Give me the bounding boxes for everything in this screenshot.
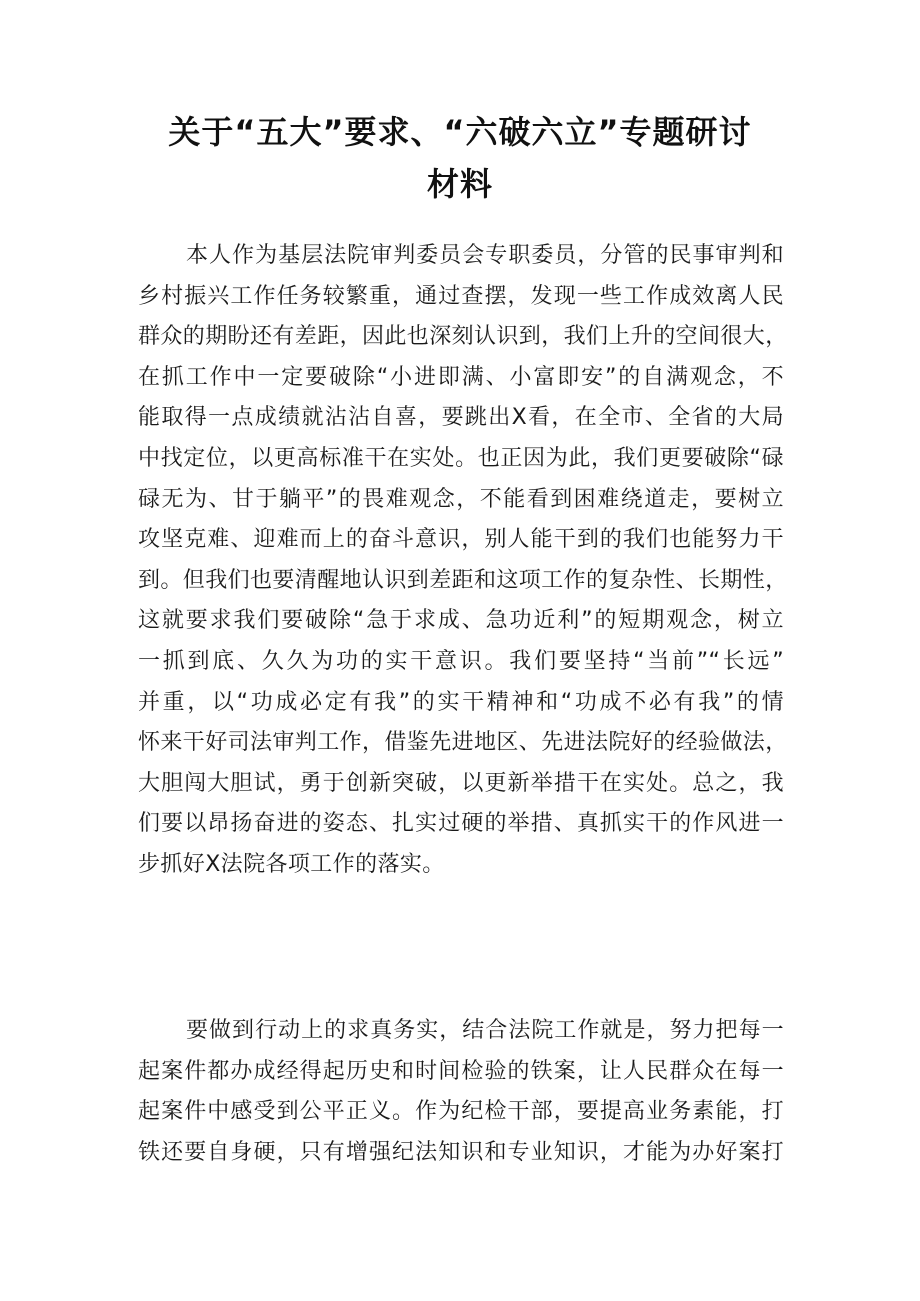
paragraph-line: 这就要求我们要破除“急于求成、急功近利”的短期观念，树立 — [138, 608, 784, 634]
paragraph-line: 在抓工作中一定要破除“小进即满、小富即安”的自满观念，不 — [138, 364, 784, 390]
paragraph-line: 怀来干好司法审判工作，借鉴先进地区、先进法院好的经验做法， — [138, 730, 788, 756]
paragraph-line: 攻坚克难、迎难而上的奋斗意识，别人能干到的我们也能努力干 — [138, 527, 784, 553]
paragraph-line: 一抓到底、久久为功的实干意识。我们要坚持“当前”“长远” — [138, 648, 784, 674]
document-title — [100, 106, 820, 210]
paragraph-line: 中找定位，以更高标准干在实处。也正因为此，我们更要破除“碌 — [138, 445, 784, 471]
paragraph-2 — [138, 1011, 784, 1173]
paragraph-1 — [138, 236, 788, 886]
paragraph-line: 大胆闯大胆试，勇于创新突破，以更新举措干在实处。总之，我 — [138, 770, 784, 796]
paragraph-line: 乡村振兴工作任务较繁重，通过查摆，发现一些工作成效离人民 — [138, 283, 784, 309]
paragraph-line: 本人作为基层法院审判委员会专职委员，分管的民事审判和 — [186, 243, 784, 268]
paragraph-line: 步抓好X法院各项工作的落实。 — [138, 851, 445, 877]
paragraph-line: 起案件都办成经得起历史和时间检验的铁案，让人民群众在每一 — [138, 1058, 784, 1084]
paragraph-line: 起案件中感受到公平正义。作为纪检干部，要提高业务素能，打 — [138, 1099, 784, 1125]
paragraph-line: 碌无为、甘于躺平”的畏难观念，不能看到困难绕道走，要树立 — [138, 486, 784, 512]
paragraph-line: 到。但我们也要清醒地认识到差距和这项工作的复杂性、长期性， — [138, 567, 788, 593]
paragraph-line: 并重，以“功成必定有我”的实干精神和“功成不必有我”的情 — [138, 689, 784, 715]
title-line-1: 关于“五大”要求、“六破六立”专题研讨 — [168, 113, 752, 151]
paragraph-line: 群众的期盼还有差距，因此也深刻认识到，我们上升的空间很大， — [138, 324, 788, 350]
paragraph-line: 要做到行动上的求真务实，结合法院工作就是，努力把每一 — [186, 1018, 784, 1043]
paragraph-line: 铁还要自身硬，只有增强纪法知识和专业知识，才能为办好案打 — [138, 1139, 784, 1165]
title-line-2: 材料 — [426, 165, 493, 203]
paragraph-line: 能取得一点成绩就沾沾自喜，要跳出X看，在全市、全省的大局 — [138, 405, 784, 431]
paragraph-line: 们要以昂扬奋进的姿态、扎实过硬的举措、真抓实干的作风进一 — [138, 811, 784, 837]
